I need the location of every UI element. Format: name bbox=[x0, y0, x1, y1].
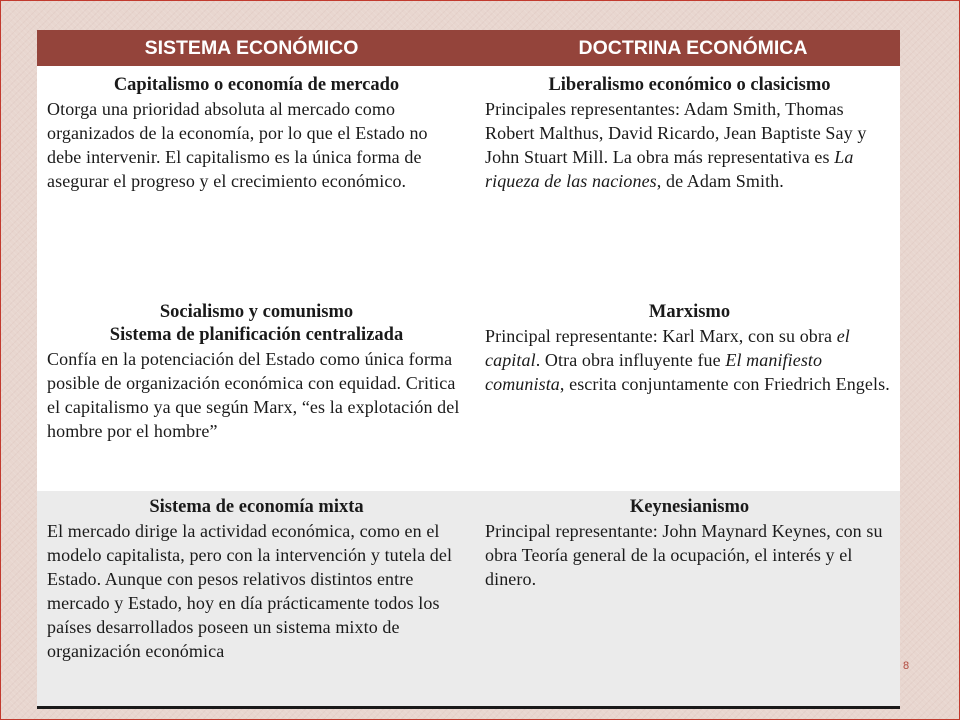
cell-title: Socialismo y comunismo bbox=[159, 302, 354, 322]
table-bottom-rule bbox=[37, 706, 900, 709]
cell-socialismo bbox=[37, 296, 474, 491]
cell-liberalismo bbox=[474, 69, 900, 296]
cell-text: El mercado dirige la actividad económica, como en el modelo capitalista, pero con la intervención y tutela del Estado. Aunque con pesos relativos distintos entre mercado y Estado, hoy en día prácticamente todos los países desarrollados poseen un sistema mixto de organización económica bbox=[47, 521, 453, 661]
cell-title: Liberalismo económico o clasicismo bbox=[548, 75, 831, 95]
cell-text: Principal representante: John Maynard Keynes, con su obra Teoría general de la ocupación, el interés y el dinero. bbox=[485, 521, 883, 589]
cell-subtitle: Sistema de planificación centralizada bbox=[109, 325, 404, 345]
cell-title: Marxismo bbox=[648, 302, 731, 322]
text-segment: , de Adam Smith. bbox=[656, 171, 784, 191]
cell-title: Sistema de economía mixta bbox=[149, 497, 364, 517]
book-title: el capital bbox=[485, 326, 850, 370]
text-segment: Principales representantes: Adam Smith, Thomas Robert Malthus, David Ricardo, Jean Baptiste Say y John Stuart Mill. La obra más representativa es bbox=[485, 99, 867, 167]
header-doctrina-economica: DOCTRINA ECONÓMICA bbox=[474, 30, 900, 69]
cell-marxismo bbox=[474, 296, 900, 491]
cell-capitalismo bbox=[37, 69, 474, 296]
cell-title: Capitalismo o economía de mercado bbox=[113, 75, 400, 95]
cell-title: Keynesianismo bbox=[629, 497, 750, 517]
page-number: 8 bbox=[903, 660, 910, 672]
cell-keynesianismo bbox=[474, 491, 900, 708]
cell-text bbox=[485, 324, 894, 396]
cell-text bbox=[485, 97, 894, 193]
text-segment: Principal representante: Karl Marx, con su obra bbox=[485, 326, 837, 346]
book-title: El manifiesto comunista bbox=[485, 350, 823, 394]
cell-text: Confía en la potenciación del Estado como única forma posible de organización económica con equidad. Critica el capitalismo ya que según Marx, “es la explotación del hombre por el hombre” bbox=[47, 349, 460, 441]
book-title: La riqueza de las naciones bbox=[485, 147, 854, 191]
cell-text: Otorga una prioridad absoluta al mercado como organizados de la economía, por lo que el Estado no debe intervenir. El capitalismo es la única forma de asegurar el progreso y el crecimiento económico. bbox=[47, 99, 428, 191]
header-sistema-economico: SISTEMA ECONÓMICO bbox=[37, 30, 474, 69]
cell-economia-mixta bbox=[37, 491, 474, 708]
economic-systems-table bbox=[37, 30, 900, 708]
text-segment: . Otra obra influyente fue bbox=[535, 350, 726, 370]
text-segment: , escrita conjuntamente con Friedrich Engels. bbox=[559, 374, 890, 394]
